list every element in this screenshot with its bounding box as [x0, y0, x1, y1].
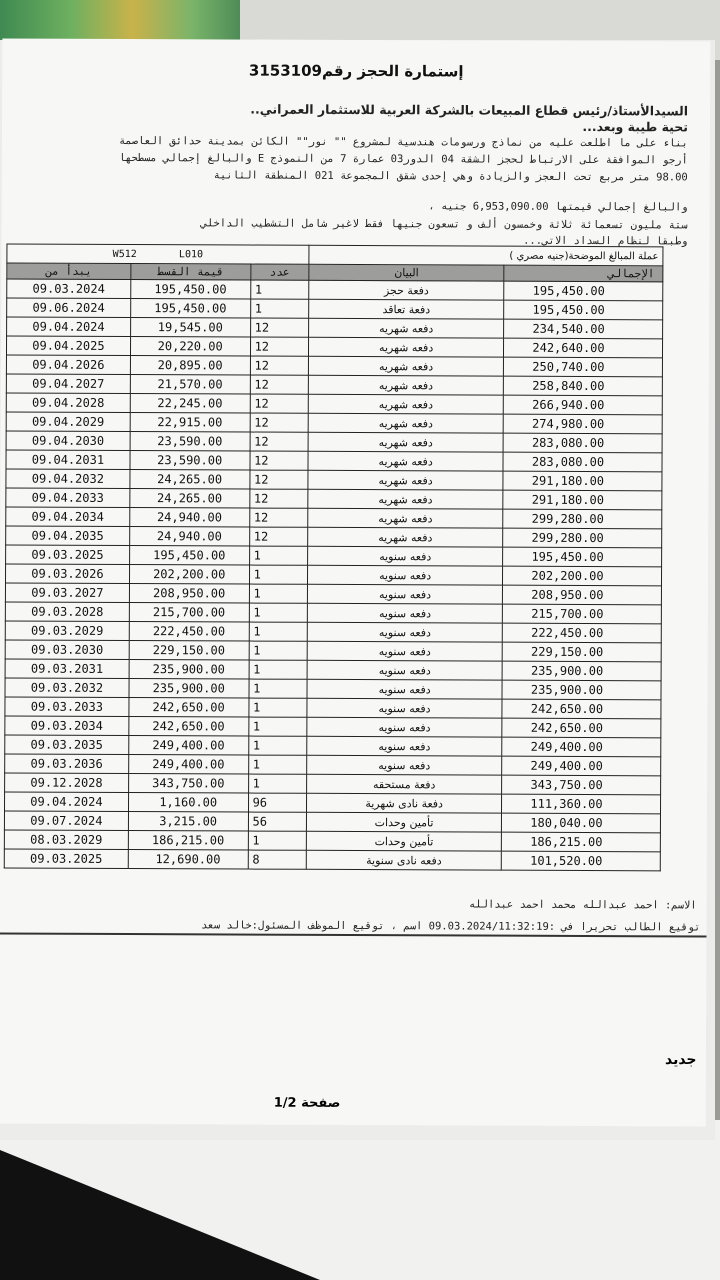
- cell-installment: 21,570.00: [130, 375, 250, 395]
- cell-count: 12: [250, 375, 308, 394]
- cell-count: 1: [248, 698, 306, 717]
- cell-installment: 20,220.00: [130, 337, 250, 357]
- document-page: [0, 38, 710, 1126]
- cell-count: 1: [248, 831, 306, 850]
- cell-start: 09.04.2032: [6, 469, 130, 489]
- cell-start: 09.04.2030: [6, 431, 130, 451]
- cell-start: 09.03.2034: [5, 716, 129, 736]
- cell-installment: 24,940.00: [130, 508, 250, 528]
- amount-words-line: ستة مليون تسعمائة ثلاثة وخمسون ألف و تسعون جنيها فقط لاغير شامل التشطيب الداخلي: [200, 217, 688, 232]
- cell-description: دفعه شهريه: [308, 451, 504, 471]
- cell-start: 09.04.2024: [7, 317, 131, 337]
- cell-start: 09.03.2031: [5, 659, 129, 679]
- cell-total: 283,080.00: [503, 452, 662, 472]
- table-caption: عملة المبالغ الموضحة(جنيه مصري ): [309, 245, 663, 266]
- cell-start: 09.03.2035: [5, 735, 129, 755]
- cell-installment: 249,400.00: [128, 755, 248, 775]
- table-row: [4, 849, 660, 871]
- cell-count: 1: [249, 584, 307, 603]
- cell-start: 09.04.2033: [6, 488, 130, 508]
- salutation-line: السيدالأستاذ/رئيس قطاع المبيعات بالشركة العربية للاستثمار العمراني..: [250, 101, 689, 119]
- cell-description: دفعه شهريه: [308, 508, 504, 528]
- amount-line: والبالغ إجمالي قيمتها 6,953,090.00 جنيه ،: [428, 200, 688, 214]
- cell-installment: 222,450.00: [129, 622, 249, 642]
- cell-description: دفعه شهريه: [308, 527, 504, 547]
- cell-installment: 208,950.00: [129, 584, 249, 604]
- cell-description: دفعه سنويه: [307, 565, 503, 585]
- cell-total: 101,520.00: [502, 851, 661, 871]
- cell-total: 299,280.00: [503, 509, 662, 529]
- header-total: الإجمالي: [504, 265, 663, 282]
- header-installment: قيمة القسط: [131, 264, 251, 281]
- cell-count: 1: [249, 679, 307, 698]
- intro-line: بناء على ما اطلعت عليه من نماذج ورسومات هندسية لمشروع "" نور"" الكائن بمدينة حدائق العاصمة: [118, 134, 688, 150]
- cell-installment: 235,900.00: [129, 679, 249, 699]
- cell-description: تأمين وحدات: [306, 831, 502, 851]
- cell-start: 09.03.2028: [5, 602, 129, 622]
- cell-description: دفعه شهريه: [308, 470, 504, 490]
- cell-start: 09.03.2032: [5, 678, 129, 698]
- cell-start: 09.03.2027: [5, 583, 129, 603]
- cell-description: دفعة حجز: [309, 280, 505, 300]
- cell-start: 09.03.2025: [6, 545, 130, 565]
- page-number: صفحة 1/2: [273, 1095, 341, 1111]
- cell-description: دفعه سنويه: [307, 679, 503, 699]
- cell-description: دفعه شهريه: [308, 489, 504, 509]
- cell-count: 1: [249, 565, 307, 584]
- cell-count: 1: [249, 622, 307, 641]
- cell-total: 111,360.00: [502, 794, 661, 814]
- cell-installment: 12,690.00: [128, 850, 248, 870]
- cell-count: 12: [249, 489, 307, 508]
- map-printout-corner: [0, 0, 240, 44]
- unit-codes: [7, 244, 309, 264]
- cell-start: 09.03.2030: [5, 640, 129, 660]
- cell-installment: 195,450.00: [130, 299, 250, 319]
- applicant-name: الاسم: احمد عبدالله محمد احمد عبدالله: [468, 898, 697, 912]
- cell-start: 09.04.2025: [6, 336, 130, 356]
- page-title: إستمارة الحجز رقم3153109: [248, 61, 464, 81]
- cell-total: 283,080.00: [503, 433, 662, 453]
- cell-count: 1: [249, 603, 307, 622]
- cell-installment: 23,590.00: [130, 451, 250, 471]
- cell-total: 229,150.00: [503, 642, 662, 662]
- cell-description: دفعه سنويه: [307, 603, 503, 623]
- cell-description: دفعه شهريه: [308, 394, 504, 414]
- cell-count: 1: [248, 717, 306, 736]
- cell-start: 09.03.2033: [5, 697, 129, 717]
- cell-total: 266,940.00: [504, 395, 663, 415]
- cell-count: 12: [250, 413, 308, 432]
- cell-description: دفعه سنويه: [307, 698, 503, 718]
- cell-count: 12: [250, 451, 308, 470]
- cell-total: 195,450.00: [503, 547, 662, 567]
- cell-count: 12: [250, 432, 308, 451]
- cell-description: تأمين وحدات: [306, 812, 502, 832]
- cell-count: 12: [249, 508, 307, 527]
- cell-total: 250,740.00: [504, 357, 663, 377]
- cell-installment: 242,650.00: [129, 698, 249, 718]
- cell-description: دفعه شهريه: [308, 337, 504, 357]
- payment-system-line: وطبقا لنظام السداد الاتي...: [523, 234, 688, 248]
- cell-start: 08.03.2029: [4, 830, 128, 850]
- cell-count: 1: [249, 660, 307, 679]
- cell-total: 208,950.00: [503, 585, 662, 605]
- cell-total: 299,280.00: [503, 528, 662, 548]
- cell-count: 12: [249, 470, 307, 489]
- cell-start: 09.03.2025: [4, 849, 128, 869]
- cell-start: 09.03.2024: [7, 279, 131, 299]
- cell-total: 249,400.00: [502, 756, 661, 776]
- cell-count: 12: [250, 337, 308, 356]
- cell-start: 09.04.2031: [6, 450, 130, 470]
- cell-installment: 186,215.00: [128, 831, 248, 851]
- cell-count: 12: [250, 394, 308, 413]
- cell-start: 09.04.2026: [6, 355, 130, 375]
- cell-total: 235,900.00: [502, 661, 661, 681]
- cell-description: دفعه سنويه: [307, 660, 503, 680]
- cell-installment: 20,895.00: [130, 356, 250, 376]
- cell-total: 242,650.00: [502, 699, 661, 719]
- cell-count: 12: [249, 527, 307, 546]
- cell-installment: 215,700.00: [129, 603, 249, 623]
- cell-start: 09.04.2035: [6, 526, 130, 546]
- cell-start: 09.04.2028: [6, 393, 130, 413]
- cell-installment: 235,900.00: [129, 660, 249, 680]
- cell-start: 09.03.2036: [5, 754, 129, 774]
- cell-total: 222,450.00: [503, 623, 662, 643]
- cell-count: 96: [248, 793, 306, 812]
- cell-count: 12: [250, 318, 308, 337]
- cell-total: 249,400.00: [502, 737, 661, 757]
- cell-installment: 195,450.00: [129, 546, 249, 566]
- cell-total: 235,900.00: [502, 680, 661, 700]
- cell-description: دفعة نادى شهرية: [306, 793, 502, 813]
- cell-total: 234,540.00: [504, 319, 663, 339]
- cell-start: 09.12.2028: [5, 773, 129, 793]
- cell-description: دفعه سنويه: [307, 717, 503, 737]
- cell-count: 1: [248, 736, 306, 755]
- cell-start: 09.04.2034: [6, 507, 130, 527]
- cell-total: 202,200.00: [503, 566, 662, 586]
- cell-total: 195,450.00: [504, 281, 663, 301]
- cell-count: 12: [250, 356, 308, 375]
- cell-total: 242,640.00: [504, 338, 663, 358]
- cell-description: دفعه شهريه: [308, 356, 504, 376]
- cell-installment: 22,245.00: [130, 394, 250, 414]
- header-start: يبدأ من: [7, 263, 131, 280]
- cell-start: 09.03.2026: [5, 564, 129, 584]
- cell-description: دفعه سنويه: [307, 622, 503, 642]
- cell-installment: 229,150.00: [129, 641, 249, 661]
- cell-total: 242,650.00: [502, 718, 661, 738]
- cell-description: دفعه شهريه: [308, 413, 504, 433]
- cell-start: 09.04.2024: [4, 792, 128, 812]
- cell-description: دفعه سنويه: [307, 641, 503, 661]
- cell-count: 1: [248, 774, 306, 793]
- cell-count: 1: [249, 641, 307, 660]
- cell-installment: 24,940.00: [129, 527, 249, 547]
- header-count: عدد: [250, 264, 308, 280]
- payment-schedule-table: [4, 243, 664, 871]
- intro-line: أرجو الموافقة على الارتباط لحجز الشقة 04 الدور03 عمارة 7 من النموذج E والبالغ إجمالي مسطحها: [118, 151, 688, 167]
- cell-total: 343,750.00: [502, 775, 661, 795]
- cell-description: دفعه نادى سنوية: [306, 850, 502, 870]
- cell-description: دفعه شهريه: [308, 318, 504, 338]
- new-stamp: جديد: [665, 1052, 697, 1068]
- cell-total: 215,700.00: [503, 604, 662, 624]
- intro-line: 98.00 متر مربع تحت العجز والزيادة وهي إحدى شقق المجموعة 021 المنطقة الثانية: [213, 169, 688, 184]
- cell-installment: 3,215.00: [128, 812, 248, 832]
- cell-description: دفعة مستحقه: [306, 774, 502, 794]
- cell-total: 258,840.00: [504, 376, 663, 396]
- cell-description: دفعه سنويه: [307, 584, 503, 604]
- cell-description: دفعه شهريه: [308, 432, 504, 452]
- cell-total: 274,980.00: [504, 414, 663, 434]
- cell-total: 291,180.00: [503, 471, 662, 491]
- cell-start: 09.04.2027: [6, 374, 130, 394]
- cell-count: 1: [250, 280, 308, 299]
- cell-description: دفعه شهريه: [308, 375, 504, 395]
- cell-total: 291,180.00: [503, 490, 662, 510]
- cell-installment: 24,265.00: [130, 489, 250, 509]
- cell-start: 09.06.2024: [7, 298, 131, 318]
- cell-installment: 19,545.00: [130, 318, 250, 338]
- cell-description: دفعه سنويه: [307, 546, 503, 566]
- cell-installment: 24,265.00: [130, 470, 250, 490]
- cell-description: دفعه سنويه: [307, 736, 503, 756]
- cell-total: 180,040.00: [502, 813, 661, 833]
- unit-code: W512: [112, 248, 137, 260]
- cell-installment: 249,400.00: [129, 736, 249, 756]
- cell-installment: 242,650.00: [129, 717, 249, 737]
- cell-count: 1: [248, 755, 306, 774]
- table-body: [4, 279, 663, 871]
- cell-installment: 195,450.00: [131, 280, 251, 300]
- cell-installment: 1,160.00: [128, 793, 248, 813]
- greeting-line: تحية طيبة وبعد...: [582, 118, 689, 135]
- cell-count: 1: [250, 299, 308, 318]
- cell-description: دفعة تعاقد: [309, 299, 505, 319]
- unit-code: L010: [178, 248, 204, 260]
- cell-installment: 343,750.00: [128, 774, 248, 794]
- cell-description: دفعه سنويه: [307, 755, 503, 775]
- cell-total: 186,215.00: [502, 832, 661, 852]
- cell-count: 56: [248, 812, 306, 831]
- cell-installment: 23,590.00: [130, 432, 250, 452]
- header-description: البيان: [309, 264, 505, 281]
- cell-count: 1: [249, 546, 307, 565]
- cell-count: 8: [248, 850, 306, 869]
- signature-rule: [0, 932, 706, 937]
- cell-start: 09.03.2029: [5, 621, 129, 641]
- cell-installment: 202,200.00: [129, 565, 249, 585]
- cell-start: 09.07.2024: [4, 811, 128, 831]
- signature-line: توقيع الطالب تحريرا في :09.03.2024/11:32:19 اسم ، توقيع الموظف المسئول:خالد سعد: [201, 919, 701, 934]
- cell-total: 195,450.00: [504, 300, 663, 320]
- cell-start: 09.04.2029: [6, 412, 130, 432]
- cell-installment: 22,915.00: [130, 413, 250, 433]
